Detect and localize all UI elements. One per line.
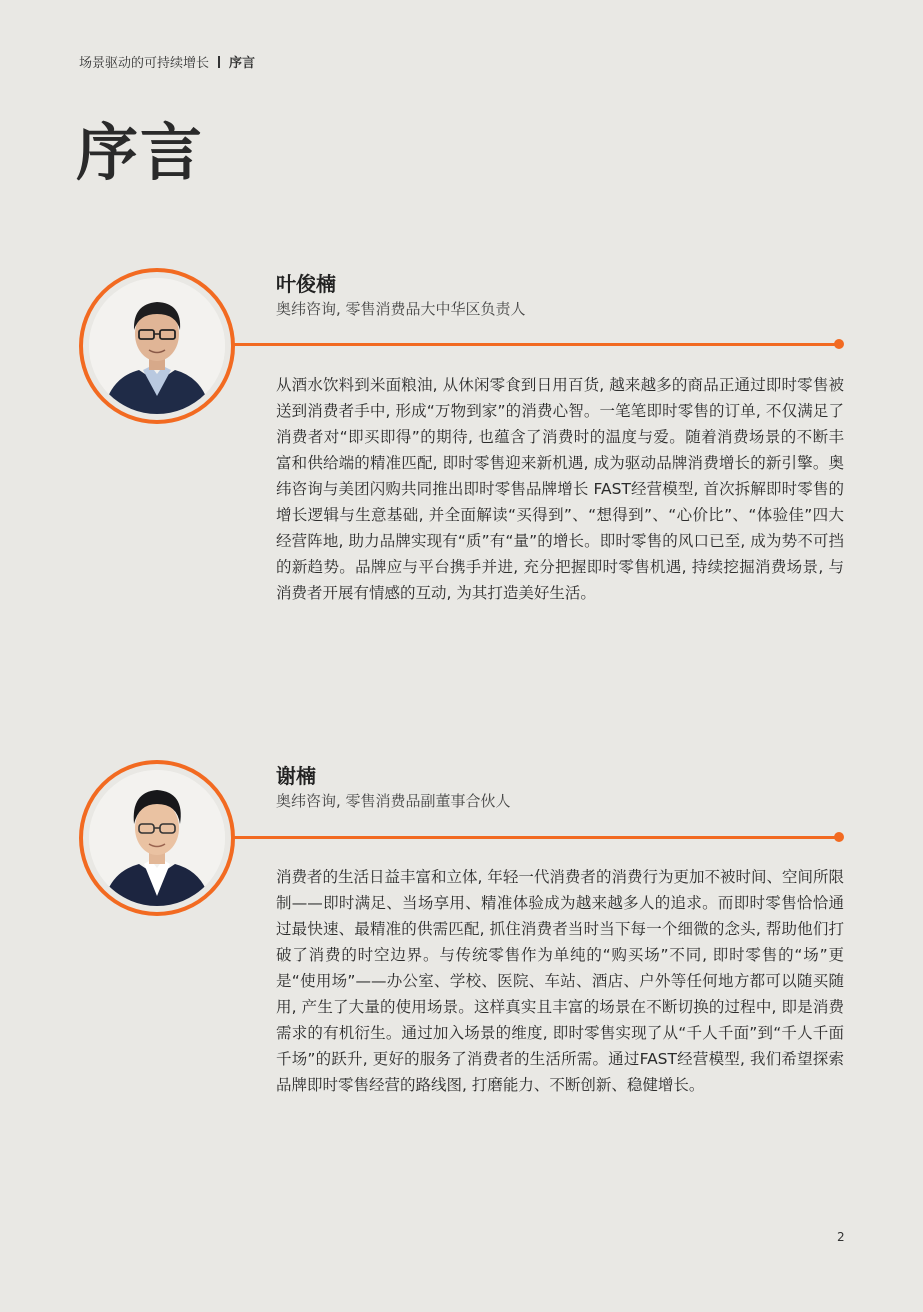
divider-end-dot xyxy=(834,339,844,349)
avatar xyxy=(79,268,235,424)
accent-divider-line xyxy=(232,343,838,346)
profile-role: 奥纬咨询, 零售消费品副董事合伙人 xyxy=(276,792,511,810)
running-header xyxy=(79,52,255,71)
profile-statement: 从酒水饮料到米面粮油, 从休闲零食到日用百货, 越来越多的商品正通过即时零售被送到消费者手中, 形成“万物到家”的消费心智。一笔笔即时零售的订单, 不仅满足了消费者对“即买即得”的期待, 也蕴含了消费时的温度与爱。随着消费场景的不断丰富和供给端的精准匹配, 即时零售迎来新机遇, 成为驱动品牌消费增长的新引擎。奥纬咨询与美团闪购共同推出即时零售品牌增长 FAST经营模型, 首次拆解即时零售的增长逻辑与生意基础, 并全面解读“买得到”、“想得到”、“心价比”、“体验佳”四大经营阵地, 助力品牌实现有“质”有“量”的增长。即时零售的风口已至, 成为势不可挡的新趋势。品牌应与平台携手并进, 充分把握即时零售机遇, 持续挖掘消费场景, 与消费者开展有情感的互动, 为其打造美好生活。 xyxy=(276,376,844,602)
section-label: 序言 xyxy=(229,56,256,71)
profile-statement: 消费者的生活日益丰富和立体, 年轻一代消费者的消费行为更加不被时间、空间所限制——即时满足、当场享用、精准体验成为越来越多人的追求。而即时零售恰恰通过最快速、最精准的供需匹配, 抓住消费者当时当下每一个细微的念头, 帮助他们打破了消费的时空边界。与传统零售作为单纯的“购买场”不同, 即时零售的“场”更是“使用场”——办公室、学校、医院、车站、酒店、户外等任何地方都可以随买随用, 产生了大量的使用场景。这样真实且丰富的场景在不断切换的过程中, 即是消费需求的有机衍生。通过加入场景的维度, 即时零售实现了从“千人千面”到“千人千面千场”的跃升, 更好的服务了消费者的生活所需。通过FAST经营模型, 我们希望探索品牌即时零售经营的路线图, 打磨能力、不断创新、稳健增长。 xyxy=(276,868,844,1094)
document-title: 场景驱动的可持续增长 xyxy=(79,56,210,71)
avatar xyxy=(79,760,235,916)
profile-role: 奥纬咨询, 零售消费品大中华区负责人 xyxy=(276,300,526,318)
profile-name: 谢楠 xyxy=(276,764,316,788)
portrait-photo xyxy=(89,770,225,906)
page-number: 2 xyxy=(837,1230,845,1244)
portrait-photo xyxy=(89,278,225,414)
profile-name: 叶俊楠 xyxy=(276,272,336,296)
accent-divider-line xyxy=(232,836,838,839)
page-title: 序言 xyxy=(76,116,205,189)
header-divider xyxy=(218,56,220,68)
divider-end-dot xyxy=(834,832,844,842)
